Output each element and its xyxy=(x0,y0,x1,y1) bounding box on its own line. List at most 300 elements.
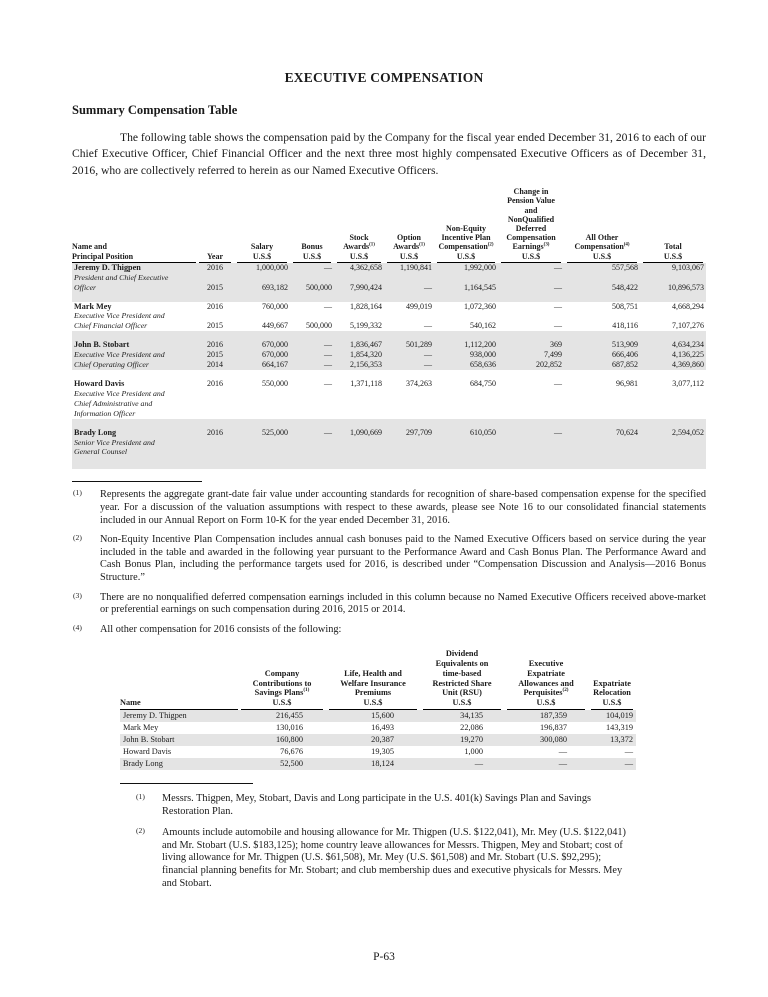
footnote-text: There are no nonqualified deferred compensation earnings included in this column because no Named Executive Officers received above-market or preferential earnings on such compensation during 2016, 2015 or 2014. xyxy=(100,591,706,616)
header-line: Earnings$^{(3)}$ xyxy=(512,242,550,252)
table-row xyxy=(120,758,636,770)
value-cell: 70,624 xyxy=(564,428,640,438)
value-cell: 4,362,658 xyxy=(334,263,384,273)
column-header xyxy=(434,187,498,263)
value: 19,270 xyxy=(460,735,483,745)
header-line: Contributions to xyxy=(252,678,312,688)
page-number: P-63 xyxy=(373,951,395,963)
header-line: Unit (RSU) xyxy=(442,688,482,698)
year-cell: 2014 xyxy=(196,360,234,370)
value-cell: 297,709 xyxy=(384,428,434,438)
value-cell: 1,000,000 xyxy=(234,263,290,273)
column-header-lines xyxy=(643,242,703,262)
value-cell: 10,896,573 xyxy=(640,283,706,293)
value-cell: 369 xyxy=(498,340,564,350)
header-line: U.S.$ xyxy=(363,698,383,708)
table-row xyxy=(72,311,706,321)
value-cell xyxy=(504,710,588,722)
value-cell xyxy=(234,409,290,419)
spacer-cell xyxy=(72,370,706,379)
value-cell: 7,499 xyxy=(498,350,564,360)
header-line: U.S.$ xyxy=(252,251,272,261)
value: 130,016 xyxy=(276,723,303,733)
summary-compensation-table xyxy=(72,187,706,469)
footnote-reference: (3) xyxy=(543,242,550,248)
value-cell xyxy=(384,409,434,419)
value-cell xyxy=(434,447,498,457)
value-cell: 9,103,067 xyxy=(640,263,706,273)
column-header xyxy=(564,187,640,263)
value-cell: 96,981 xyxy=(616,379,638,388)
value-cell: 500,000 xyxy=(290,283,334,293)
value-cell xyxy=(564,389,640,399)
summary-table-header xyxy=(72,187,706,263)
footnote-text: All other compensation for 2016 consists of the following: xyxy=(100,623,342,635)
value-cell xyxy=(498,273,564,283)
officer-title-cell xyxy=(72,311,196,321)
value-cell xyxy=(504,722,588,734)
header-line: Deferred xyxy=(515,224,547,234)
value-cell: 938,000 xyxy=(434,350,498,360)
officer-name: Mark Mey xyxy=(74,301,112,311)
value: 22,086 xyxy=(460,723,483,733)
value: 196,837 xyxy=(540,723,567,733)
column-header-lines xyxy=(293,242,331,262)
intro-paragraph: The following table shows the compensation paid by the Company for the fiscal year ended December 31, 2016 to each of our Chief Executive Officer, Chief Financial Officer and the next three most highly compensated Executive Officers as of December 31, 2016, who are collectively referred to herein as our Named Executive Officers. xyxy=(72,131,706,177)
value-cell xyxy=(238,746,326,758)
value-cell xyxy=(326,710,420,722)
footnote-reference: (1) xyxy=(369,242,375,248)
header-line: Executive xyxy=(528,659,564,669)
officer-title-cell xyxy=(72,409,196,419)
year-cell xyxy=(196,311,234,321)
value-cell xyxy=(290,389,334,399)
value-cell xyxy=(564,311,640,321)
footnotes-group-1 xyxy=(0,489,768,636)
table-row xyxy=(72,283,706,293)
value-cell xyxy=(434,399,498,409)
value-cell: — xyxy=(290,350,334,360)
header-line: and xyxy=(524,205,538,215)
value-cell: — xyxy=(384,283,434,293)
spacer-row xyxy=(72,457,706,469)
value-cell: 1,828,164 xyxy=(350,301,382,311)
header-line: U.S.$ xyxy=(349,251,369,261)
value-cell: — xyxy=(290,428,334,438)
footnote-marker: (2) xyxy=(73,533,82,543)
value-cell xyxy=(564,447,640,457)
column-header xyxy=(326,649,420,710)
value-cell xyxy=(434,438,498,448)
value-cell: 1,072,360 xyxy=(464,301,496,311)
value-cell: 670,000 xyxy=(234,350,290,360)
footnote xyxy=(73,590,706,617)
value: 216,455 xyxy=(276,711,303,721)
footnote-separator-rule xyxy=(72,481,202,482)
section-heading: Summary Compensation Table xyxy=(72,103,238,117)
value-cell xyxy=(384,399,434,409)
officer-title: Chief Financial Officer xyxy=(74,321,148,331)
value-cell: 449,667 xyxy=(262,321,288,331)
value: 300,080 xyxy=(540,735,567,745)
value: 19,305 xyxy=(371,747,394,757)
value: — xyxy=(624,747,633,757)
header-line: Bonus xyxy=(301,242,323,252)
value-cell xyxy=(384,389,434,399)
header-line: Name xyxy=(120,698,141,708)
value-cell xyxy=(640,389,706,399)
header-line: U.S.$ xyxy=(592,251,612,261)
value: 13,372 xyxy=(610,735,633,745)
person-name-cell: Mark Mey xyxy=(123,723,159,733)
value-cell xyxy=(504,746,588,758)
value-cell xyxy=(588,758,636,770)
officer-title: Chief Operating Officer xyxy=(74,360,149,370)
all-other-table-body xyxy=(120,710,636,770)
person-name-cell: Howard Davis xyxy=(123,747,172,757)
officer-title-cell xyxy=(72,273,196,283)
officer-title: Information Officer xyxy=(74,408,136,418)
value-cell: 4,369,860 xyxy=(640,360,706,370)
value-cell xyxy=(498,447,564,457)
column-header-lines xyxy=(567,233,637,263)
table-row xyxy=(72,409,706,419)
value-cell xyxy=(564,273,640,283)
spacer-row xyxy=(72,370,706,379)
value: 143,319 xyxy=(606,723,633,733)
officer-title: Chief Administrative and xyxy=(74,398,153,408)
value-cell: — xyxy=(324,301,332,311)
footnote-reference: (2) xyxy=(562,687,569,694)
value-cell xyxy=(384,438,434,448)
header-line: U.S.$ xyxy=(663,251,683,261)
column-header xyxy=(238,649,326,710)
footnote-marker: (3) xyxy=(73,590,82,600)
header-line: time-based xyxy=(442,668,482,678)
value-cell xyxy=(326,758,420,770)
officer-title-cell xyxy=(72,447,196,457)
header-line: Expatriate xyxy=(593,678,631,688)
table-row xyxy=(72,438,706,448)
value-cell xyxy=(434,409,498,419)
value-cell xyxy=(238,722,326,734)
year-cell: 2016 xyxy=(196,340,234,350)
value-cell xyxy=(234,389,290,399)
value-cell xyxy=(334,273,384,283)
header-line: Welfare Insurance xyxy=(340,678,406,688)
header-line: Equivalents on xyxy=(435,659,489,669)
value-cell xyxy=(434,273,498,283)
value-cell xyxy=(326,734,420,746)
header-line: Salary xyxy=(250,242,274,252)
table-row xyxy=(72,360,706,370)
value-cell: 500,000 xyxy=(306,321,332,331)
person-name-cell: Jeremy D. Thigpen xyxy=(120,710,238,722)
value: 187,359 xyxy=(540,711,567,721)
table-row xyxy=(120,710,636,722)
year-cell xyxy=(196,273,234,283)
value-cell xyxy=(498,438,564,448)
column-header-lines xyxy=(507,659,585,710)
table-row xyxy=(72,263,706,273)
value-cell xyxy=(640,447,706,457)
officer-title-cell xyxy=(72,321,196,331)
table-row xyxy=(72,389,706,399)
value-cell: 670,000 xyxy=(234,340,290,350)
value: 20,387 xyxy=(371,735,394,745)
year-cell: 2015 xyxy=(196,350,234,360)
value-cell xyxy=(384,447,434,457)
header-line: U.S.$ xyxy=(536,698,556,708)
page-title: EXECUTIVE COMPENSATION xyxy=(284,70,484,85)
value-cell xyxy=(420,758,504,770)
value-cell: 2,594,052 xyxy=(640,428,706,438)
spacer-cell xyxy=(72,293,706,302)
header-line: Allowances and xyxy=(518,678,574,688)
header-line: Principal Position xyxy=(72,251,134,261)
value-cell: 610,050 xyxy=(434,428,498,438)
table-row xyxy=(72,379,706,389)
column-header xyxy=(290,187,334,263)
value: 160,800 xyxy=(276,735,303,745)
column-header-lines xyxy=(237,242,287,262)
header-line: Restricted Share xyxy=(432,678,492,688)
value-cell: — xyxy=(324,379,332,388)
value-cell xyxy=(334,447,384,457)
header-line: Company xyxy=(264,668,300,678)
value-cell xyxy=(504,758,588,770)
value-cell: 1,090,669 xyxy=(334,428,384,438)
footnote-reference: (2) xyxy=(487,242,494,248)
value-cell: 499,019 xyxy=(406,301,432,311)
value-cell: — xyxy=(554,301,562,311)
header-line: Year xyxy=(207,251,223,261)
footnote-reference: (4) xyxy=(623,242,630,248)
header-line: U.S.$ xyxy=(272,698,292,708)
officer-name-cell xyxy=(72,379,196,389)
value-cell xyxy=(588,734,636,746)
value: 16,493 xyxy=(371,723,394,733)
value-cell: 666,406 xyxy=(564,350,640,360)
officer-title-cell xyxy=(72,389,196,399)
spacer-cell xyxy=(72,419,706,428)
officer-name: Jeremy D. Thigpen xyxy=(74,262,141,272)
value-cell: 1,112,200 xyxy=(434,340,498,350)
value: 18,124 xyxy=(371,759,394,769)
year-cell: 2015 xyxy=(196,283,234,293)
header-line: Compensation$^{(2)}$ xyxy=(438,242,494,252)
value-cell: 557,568 xyxy=(564,263,640,273)
footnote-text: Messrs. Thigpen, Mey, Stobart, Davis and Long participate in the U.S. 401(k) Savings Plan and Savings Restoration Plan. xyxy=(162,793,591,817)
value-cell: — xyxy=(384,350,434,360)
column-header xyxy=(588,649,636,710)
header-line: Incentive Plan xyxy=(441,233,491,243)
footnote-text: Non-Equity Incentive Plan Compensation includes annual cash bonuses paid to the Named Executive Officers based on service during the year included in the table and awarded in the following year pursuant to the Performance Award and Cash Bonus Plan. The Performance Award and Cash Bonus Plan, including the performance targets used for 2016, is described under “Compensation Discussion and Analysis—2016 Bonus Structure.” xyxy=(100,534,706,583)
value-cell xyxy=(384,311,434,321)
value-cell xyxy=(290,438,334,448)
value-cell: 374,263 xyxy=(406,379,432,388)
value-cell: 1,836,467 xyxy=(334,340,384,350)
officer-title: Senior Vice President and xyxy=(74,437,155,447)
header-line: Change in xyxy=(513,187,549,197)
header-line: Compensation$^{(4)}$ xyxy=(574,242,630,252)
table-row xyxy=(72,447,706,457)
value-cell xyxy=(498,311,564,321)
value-cell xyxy=(640,273,706,283)
officer-title: Executive Vice President and xyxy=(74,311,165,321)
column-header-lines xyxy=(591,679,633,710)
value-cell xyxy=(234,399,290,409)
year-cell xyxy=(196,438,234,448)
column-header-lines xyxy=(241,669,323,710)
header-line: U.S.$ xyxy=(521,251,541,261)
value-cell xyxy=(498,399,564,409)
spacer-cell xyxy=(72,457,706,469)
value-cell xyxy=(238,758,326,770)
officer-name: John B. Stobart xyxy=(74,340,130,350)
header-line: U.S.$ xyxy=(452,698,472,708)
value-cell: — xyxy=(290,360,334,370)
value-cell xyxy=(290,273,334,283)
year-cell xyxy=(196,409,234,419)
year-cell: 2015 xyxy=(207,321,223,331)
column-header xyxy=(120,649,238,710)
value-cell xyxy=(588,722,636,734)
value-cell: 540,162 xyxy=(470,321,496,331)
value-cell: 4,668,294 xyxy=(672,301,704,311)
officer-title: President and Chief Executive xyxy=(74,272,169,282)
value-cell: 7,107,276 xyxy=(672,321,704,331)
column-header xyxy=(498,187,564,263)
column-header xyxy=(420,649,504,710)
footnote-marker: (1) xyxy=(73,488,82,498)
table-row xyxy=(72,350,706,360)
year-cell xyxy=(196,399,234,409)
value-cell: 508,751 xyxy=(612,301,638,311)
value-cell: 1,164,545 xyxy=(434,283,498,293)
value-cell xyxy=(420,722,504,734)
header-line: Awards$^{(1)}$ xyxy=(343,242,375,252)
value: — xyxy=(474,759,483,769)
footnote-marker: (4) xyxy=(73,622,82,632)
footnote-reference: (1) xyxy=(303,687,310,694)
header-line: Awards$^{(1)}$ xyxy=(393,242,425,252)
value: 1,000 xyxy=(464,747,483,757)
spacer-cell xyxy=(72,331,706,340)
value-cell xyxy=(234,447,290,457)
header-line: U.S.$ xyxy=(602,698,622,708)
value-cell: — xyxy=(290,263,334,273)
value-cell: — xyxy=(290,340,334,350)
value-cell xyxy=(498,389,564,399)
value-cell xyxy=(504,734,588,746)
officer-name-cell xyxy=(72,340,196,350)
column-header xyxy=(384,187,434,263)
value-cell: — xyxy=(498,428,564,438)
value-cell: 550,000 xyxy=(262,379,288,388)
value: 104,019 xyxy=(606,711,633,721)
summary-table-body xyxy=(72,263,706,470)
footnote-reference: (1) xyxy=(419,242,425,248)
table-row xyxy=(72,302,706,312)
value-cell xyxy=(326,722,420,734)
value-cell: 1,371,118 xyxy=(350,379,382,388)
value-cell: 1,190,841 xyxy=(384,263,434,273)
column-header-lines xyxy=(423,649,501,710)
footnote xyxy=(136,826,634,890)
table-row xyxy=(72,428,706,438)
header-row xyxy=(120,649,636,710)
year-cell xyxy=(196,389,234,399)
officer-title-cell xyxy=(72,350,196,360)
value: — xyxy=(558,759,567,769)
table-row xyxy=(72,273,706,283)
footnote-marker: (1) xyxy=(136,792,145,802)
header-line: NonQualified xyxy=(507,214,555,224)
footnote-text: Amounts include automobile and housing allowance for Mr. Thigpen (U.S. $122,041), Mr. Mey (U.S. $122,041) and Mr. Stobart (U.S. $183,125); home country leave allowances for Messrs. Thigpen, Mey and Stobart; cost of living allowance for Mr. Thigpen (U.S. $61,508), Mr. Mey (U.S. $61,508) and Mr. Stobart (U.S. $92,295); financial planning benefits for Mr. Stobart; and club membership dues and executive physicals for Messrs. Mey and Stobart. xyxy=(162,827,626,889)
value-cell xyxy=(640,409,706,419)
table-row xyxy=(72,399,706,409)
table-row xyxy=(120,746,636,758)
footnote-separator-rule-2 xyxy=(120,783,253,784)
value-cell xyxy=(420,710,504,722)
value-cell: — xyxy=(498,263,564,273)
officer-name-cell xyxy=(72,302,196,312)
header-line: Pension Value xyxy=(507,196,555,206)
header-line: Total xyxy=(664,242,682,252)
value-cell xyxy=(334,409,384,419)
officer-title-cell xyxy=(72,438,196,448)
officer-title-cell xyxy=(72,399,196,409)
footnote xyxy=(73,533,706,584)
value-cell: 2,156,353 xyxy=(334,360,384,370)
column-header-lines xyxy=(337,233,381,263)
year-cell xyxy=(196,447,234,457)
spacer-row xyxy=(72,331,706,340)
header-line: Dividend xyxy=(445,649,479,659)
header-line: Premiums xyxy=(354,688,392,698)
column-header-lines xyxy=(72,242,196,262)
value: 76,676 xyxy=(280,747,303,757)
officer-title-cell xyxy=(72,360,196,370)
header-line: Stock xyxy=(349,233,369,243)
value-cell: — xyxy=(384,360,434,370)
value-cell: 693,182 xyxy=(234,283,290,293)
year-cell: 2016 xyxy=(196,428,234,438)
officer-title: Executive Vice President and xyxy=(74,350,165,360)
value-cell xyxy=(420,734,504,746)
officer-name: Brady Long xyxy=(74,427,117,437)
column-header-lines xyxy=(387,233,431,263)
footnote xyxy=(73,622,706,637)
header-line: U.S.$ xyxy=(399,251,419,261)
officer-title: General Counsel xyxy=(74,447,128,457)
value-cell xyxy=(238,734,326,746)
column-header-lines xyxy=(501,187,561,263)
value-cell: 7,990,424 xyxy=(334,283,384,293)
value-cell: — xyxy=(498,283,564,293)
value: — xyxy=(624,759,633,769)
value: 52,500 xyxy=(280,759,303,769)
value-cell xyxy=(326,746,420,758)
header-line: Name and xyxy=(72,242,107,252)
footnote xyxy=(73,488,706,527)
person-name-cell: John B. Stobart xyxy=(120,734,238,746)
value-cell xyxy=(334,399,384,409)
column-header xyxy=(334,187,384,263)
year-cell: 2016 xyxy=(207,301,223,311)
footnote xyxy=(136,792,634,818)
